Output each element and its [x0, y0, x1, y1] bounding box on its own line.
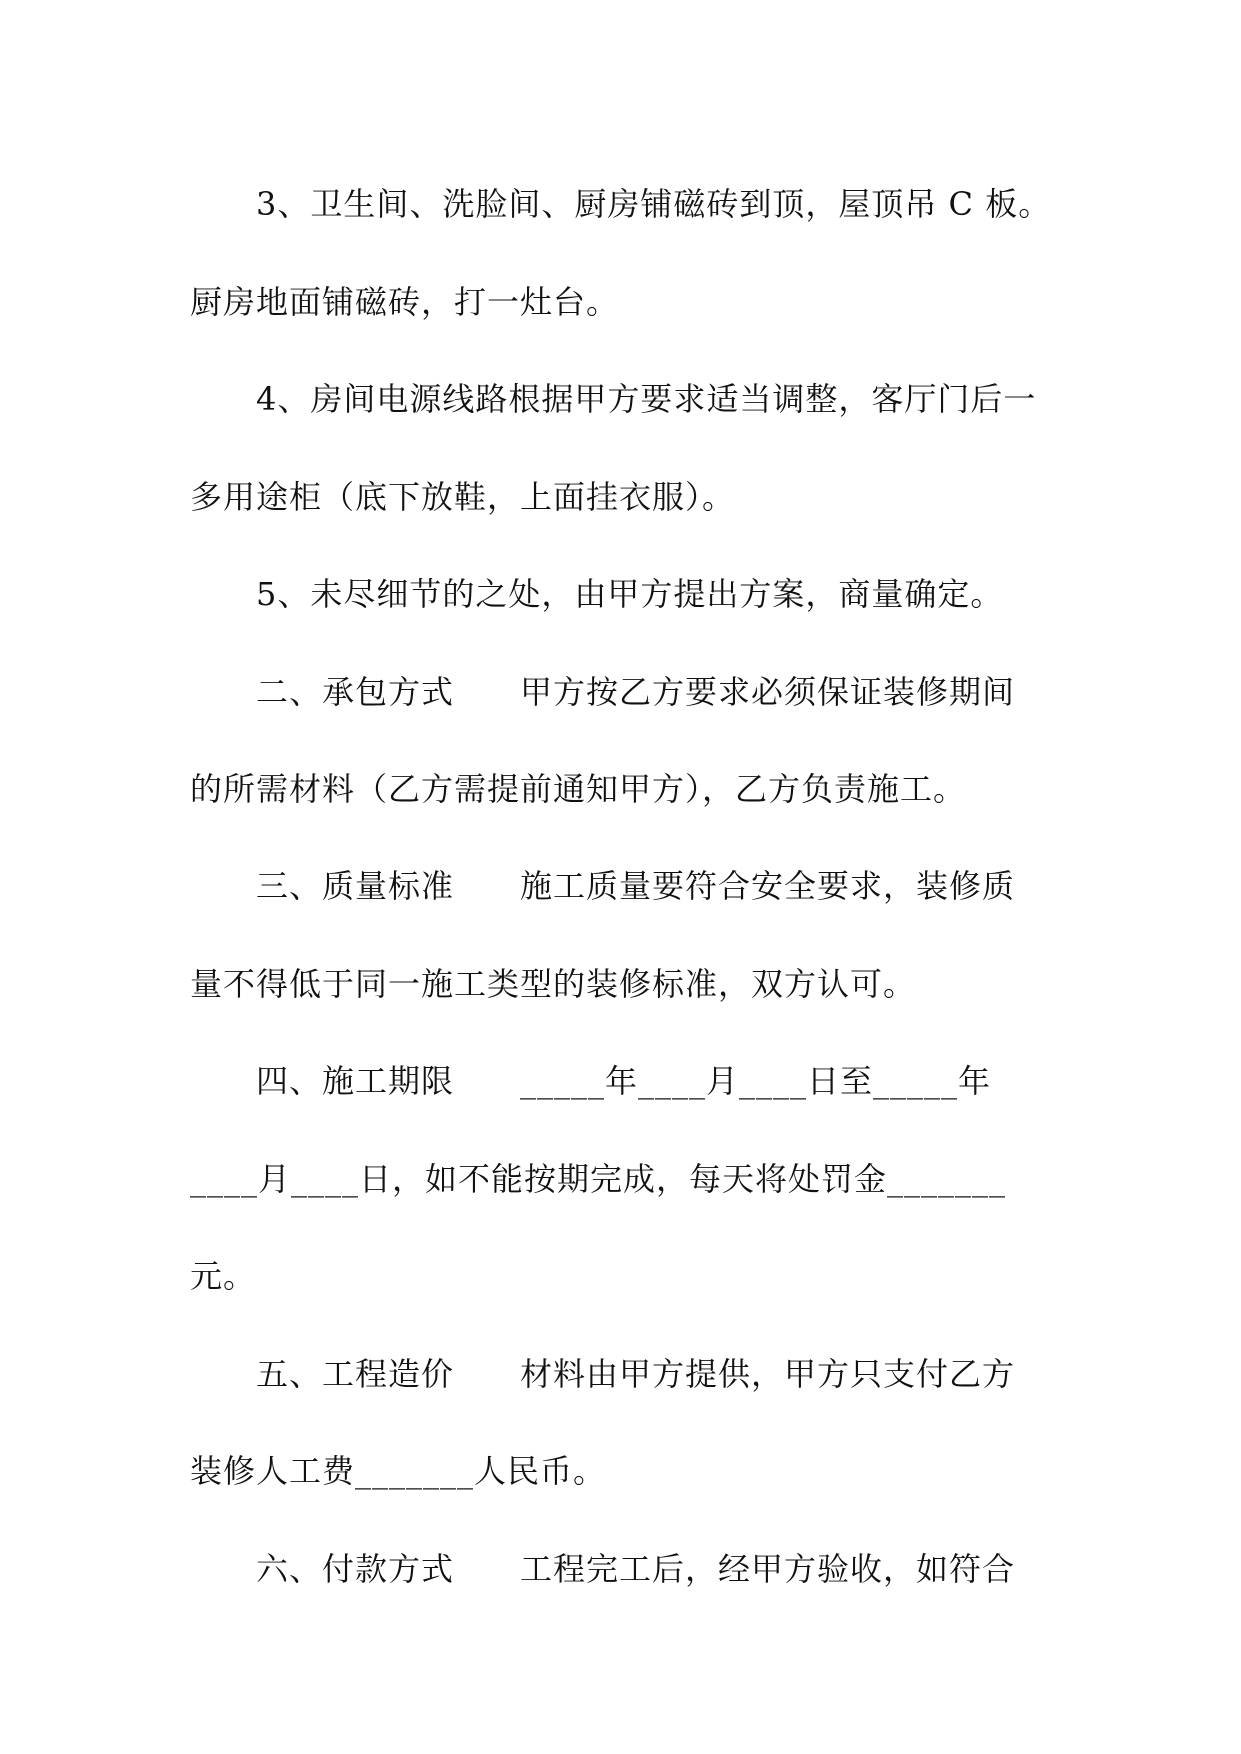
section-heading-line: 四、施工期限 _____年____月____日至_____年	[256, 1062, 992, 1100]
paragraph-line: 元。	[190, 1257, 257, 1295]
paragraph-line: 装修人工费_______人民币。	[190, 1452, 607, 1490]
paragraph-line: 4、房间电源线路根据甲方要求适当调整，客厅门后一	[256, 380, 1037, 418]
paragraph-line: 的所需材料（乙方需提前通知甲方），乙方负责施工。	[190, 770, 967, 808]
section-heading-line: 三、质量标准 施工质量要符合安全要求，装修质	[256, 867, 1016, 905]
paragraph-line: 量不得低于同一施工类型的装修标准，双方认可。	[190, 965, 917, 1003]
section-heading-line: 六、付款方式 工程完工后，经甲方验收，如符合	[256, 1550, 1016, 1588]
paragraph-line: 3、卫生间、洗脸间、厨房铺磁砖到顶，屋顶吊 C 板。	[256, 185, 1052, 223]
section-heading-line: 五、工程造价 材料由甲方提供，甲方只支付乙方	[256, 1355, 1016, 1393]
section-heading-line: 二、承包方式 甲方按乙方要求必须保证装修期间	[256, 673, 1016, 711]
paragraph-line: 多用途柜（底下放鞋，上面挂衣服）。	[190, 478, 736, 516]
paragraph-line: ____月____日，如不能按期完成，每天将处罚金_______	[190, 1160, 1007, 1198]
paragraph-line: 5、未尽细节的之处，由甲方提出方案，商量确定。	[256, 575, 1004, 613]
paragraph-line: 厨房地面铺磁砖，打一灶台。	[190, 283, 620, 321]
